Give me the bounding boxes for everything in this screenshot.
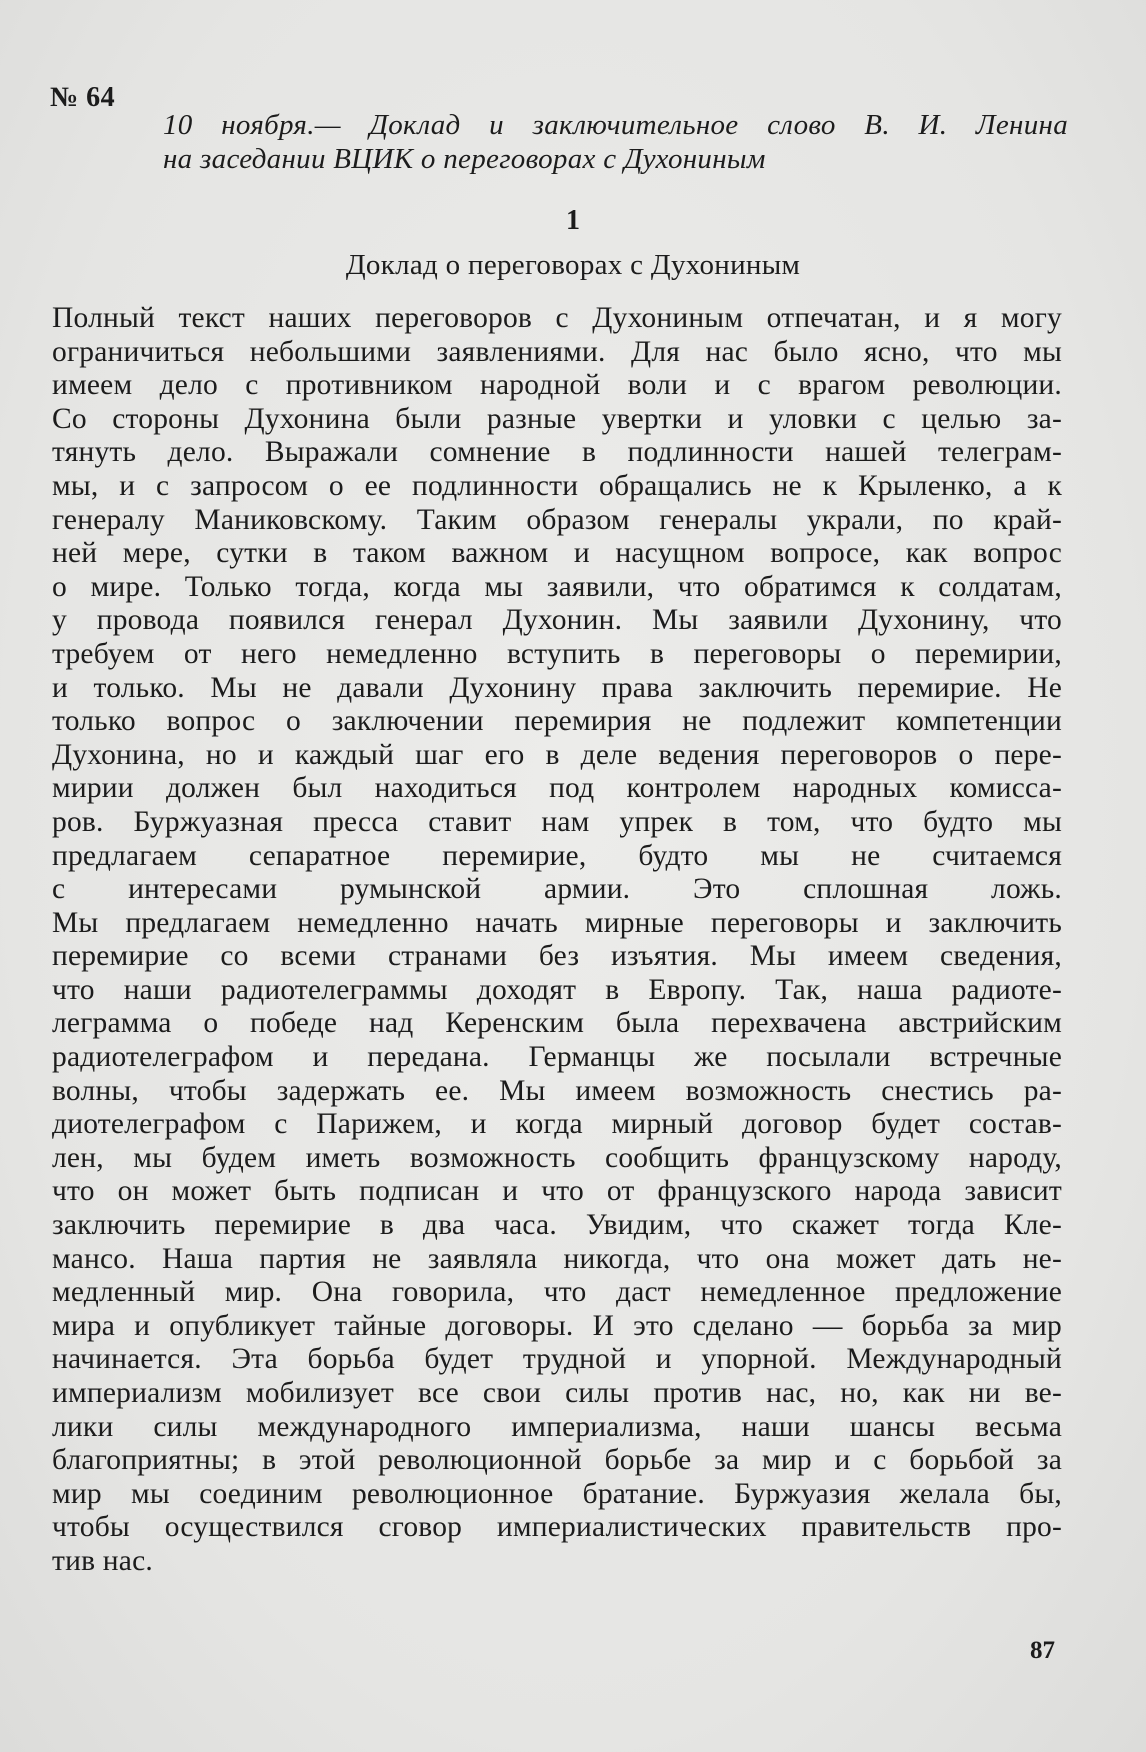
text-line: диотелеграфом с Парижем, и когда мирный договор будет состав-	[52, 1108, 1062, 1141]
text-line: мирии должен был находиться под контролем народных комисса-	[52, 772, 1062, 805]
text-line: генералу Маниковскому. Таким образом генералы украли, по край-	[52, 503, 1062, 536]
text-line: Духонина, но и каждый шаг его в деле ведения переговоров о пере-	[52, 738, 1062, 771]
text-line: требуем от него немедленно вступить в переговоры о перемирии,	[52, 637, 1062, 670]
text-line: империализм мобилизует все свои силы против нас, но, как ни ве-	[52, 1377, 1062, 1409]
text-line: тянуть дело. Выражали сомнение в подлинности нашей телеграм-	[52, 436, 1062, 469]
text-line: о мире. Только тогда, когда мы заявили, что обратимся к солдатам,	[52, 570, 1062, 603]
text-line: что он может быть подписан и что от французского народа зависит	[52, 1175, 1062, 1208]
text-line: перемирие со всеми странами без изъятия. Мы имеем сведения,	[52, 940, 1062, 973]
text-line: ограничиться небольшими заявлениями. Для нас было ясно, что мы	[52, 335, 1062, 368]
document-number: № 64	[50, 82, 116, 113]
text-line: с интересами румынской армии. Это сплошная ложь.	[52, 873, 1062, 906]
text-line: мир мы соединим революционное братание. Буржуазия желала бы,	[52, 1477, 1062, 1510]
heading-line: на заседании ВЦИК о переговорах с Духониным	[163, 143, 766, 175]
text-line: ров. Буржуазная пресса ставит нам упрек в том, что будто мы	[52, 805, 1062, 838]
text-line: волны, чтобы задержать ее. Мы имеем возможность снестись ра-	[52, 1074, 1062, 1107]
text-line: что наши радиотелеграммы доходят в Европу. Так, наша радиоте-	[52, 973, 1062, 1006]
text-line: начинается. Эта борьба будет трудной и упорной. Международный	[52, 1343, 1062, 1376]
document-heading	[163, 108, 1068, 176]
section-title: Доклад о переговорах с Духониным	[345, 249, 801, 281]
text-line: предлагаем сепаратное перемирие, будто мы не считаемся	[52, 839, 1062, 872]
text-line: ней мере, сутки в таком важном и насущном вопросе, как вопрос	[52, 537, 1062, 570]
text-line: леграмма о победе над Керенским была перехвачена австрийским	[52, 1007, 1062, 1040]
heading-line: 10 ноября.— Доклад и заключительное слово В. И. Ленина	[163, 109, 1068, 141]
text-line: радиотелеграфом и передана. Германцы же посылали встречные	[52, 1041, 1062, 1074]
text-line: лен, мы будем иметь возможность сообщить французскому народу,	[52, 1141, 1062, 1174]
text-line: Мы предлагаем немедленно начать мирные переговоры и заключить	[52, 906, 1062, 939]
text-line: мы, и с запросом о ее подлинности обращались не к Крыленко, а к	[52, 469, 1062, 502]
page-number: 87	[1030, 1637, 1055, 1664]
text-line: Со стороны Духонина были разные увертки и уловки с целью за-	[52, 402, 1062, 435]
text-line: у провода появился генерал Духонин. Мы заявили Духонину, что	[52, 604, 1062, 637]
text-line: медленный мир. Она говорила, что даст немедленное предложение	[52, 1276, 1062, 1309]
text-line: только вопрос о заключении перемирия не подлежит компетенции	[52, 705, 1062, 738]
text-line: заключить перемирие в два часа. Увидим, что скажет тогда Кле-	[52, 1209, 1062, 1242]
text-line: Полный текст наших переговоров с Духониным отпечатан, и я могу	[52, 302, 1062, 334]
text-line: лики силы международного империализма, наши шансы весьма	[52, 1410, 1062, 1443]
text-line: тив нас.	[52, 1544, 153, 1577]
text-line: мансо. Наша партия не заявляла никогда, что она может дать не-	[52, 1242, 1062, 1275]
text-line: чтобы осуществился сговор империалистических правительств про-	[52, 1511, 1062, 1544]
text-line: имеем дело с противником народной воли и с врагом революции.	[52, 369, 1062, 402]
section-number: 1	[566, 205, 580, 236]
body-paragraph	[52, 302, 1062, 1579]
text-line: благоприятны; в этой революционной борьбе за мир и с борьбой за	[52, 1444, 1062, 1477]
text-line: мира и опубликует тайные договоры. И это сделано — борьба за мир	[52, 1309, 1062, 1342]
text-line: и только. Мы не давали Духонину права заключить перемирие. Не	[52, 671, 1062, 704]
